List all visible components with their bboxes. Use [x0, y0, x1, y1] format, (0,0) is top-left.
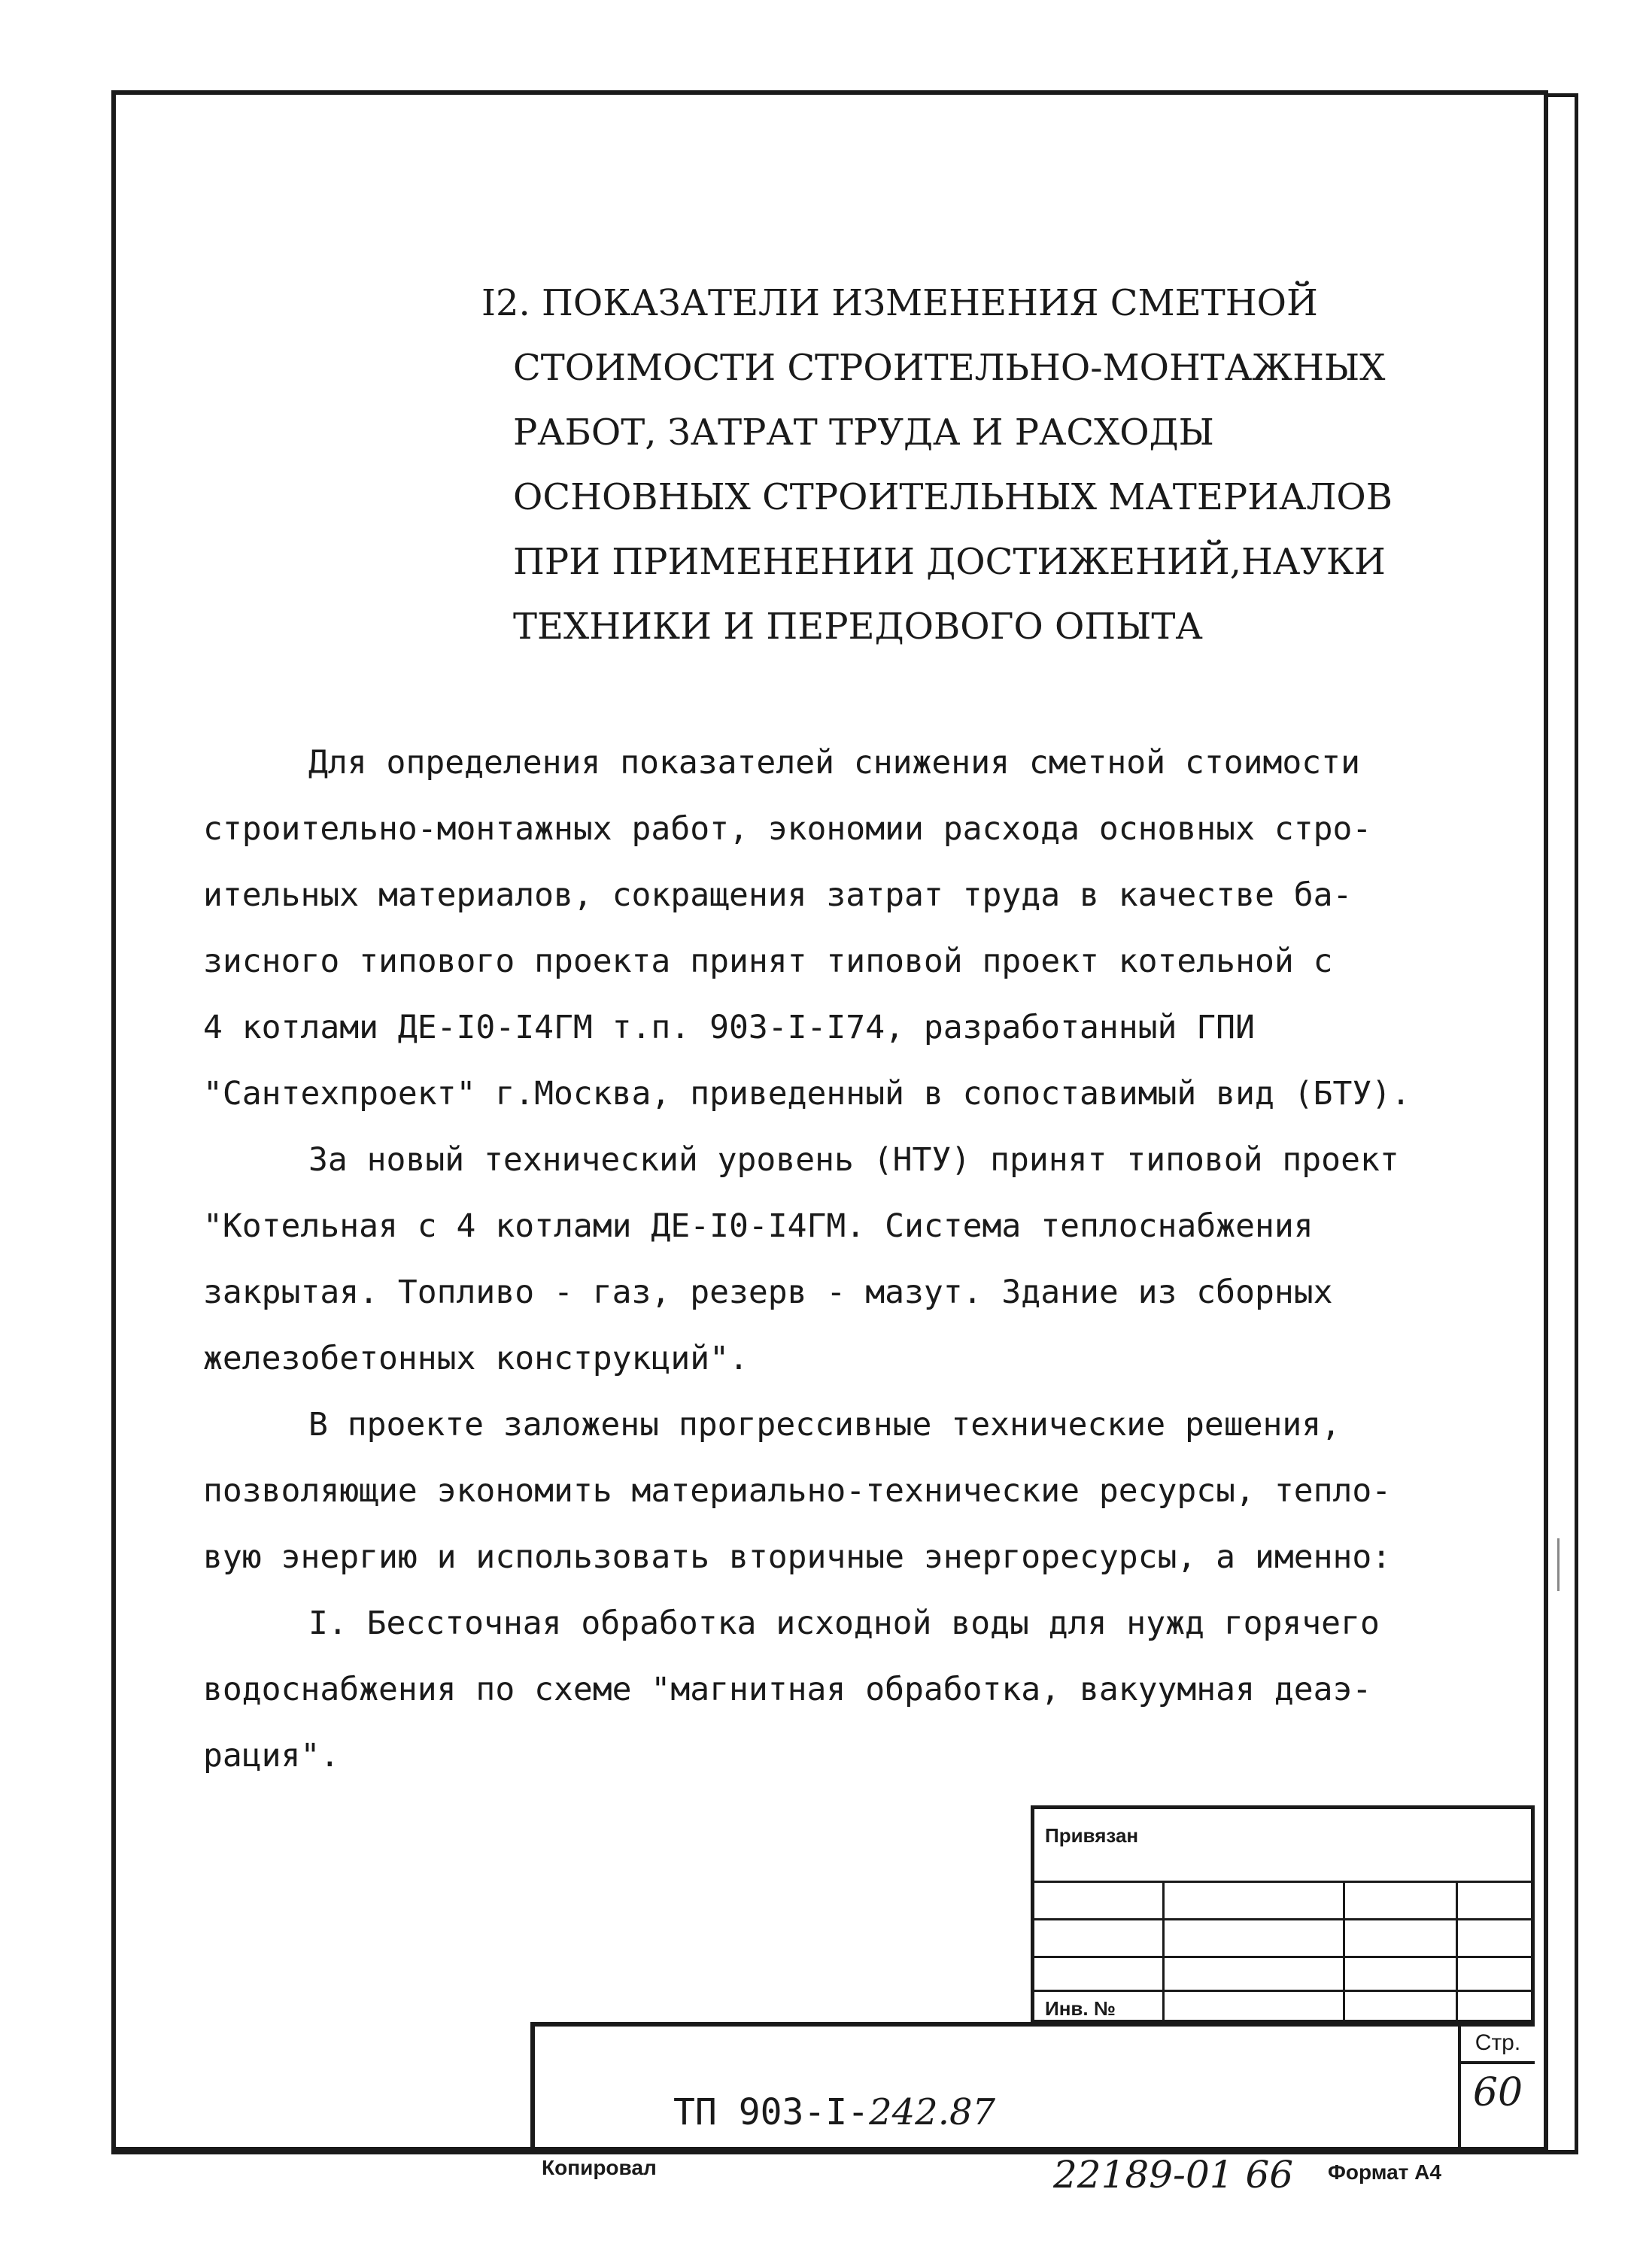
- bottom-frame-line: [111, 2150, 1578, 2154]
- format-label: Формат А4: [1328, 2160, 1441, 2184]
- body-line: строительно-монтажных работ, экономии расхода основных стро-: [203, 810, 1372, 848]
- attached-label: Привязан: [1045, 1824, 1139, 1847]
- stamp-divider: [1456, 1881, 1458, 2024]
- page-number: 60: [1472, 2070, 1523, 2115]
- body-line: "Сантехпроект" г.Москва, приведенный в сопоставимый вид (БТУ).: [203, 1075, 1411, 1113]
- stamp-divider: [1162, 1881, 1165, 2024]
- body-line: Для определения показателей снижения сметной стоимости: [308, 744, 1360, 782]
- page-label: Стр.: [1461, 2022, 1535, 2064]
- inventory-label: Инв. №: [1045, 1997, 1116, 2020]
- stamp-divider: [1034, 1956, 1535, 1958]
- body-line: зисного типового проекта принят типовой проект котельной с: [203, 943, 1333, 980]
- stamp-divider: [1034, 1918, 1535, 1920]
- stamp-divider: [1034, 1881, 1535, 1883]
- body-line: "Котельная с 4 котлами ДЕ-I0-I4ГМ. Система теплоснабжения: [203, 1207, 1314, 1245]
- body-line: I. Бессточная обработка исходной воды для нужд горячего: [308, 1605, 1380, 1642]
- body-line: рация".: [203, 1737, 340, 1775]
- title-line: ОСНОВНЫХ СТРОИТЕЛЬНЫХ МАТЕРИАЛОВ: [513, 476, 1393, 518]
- body-line: ительных материалов, сокращения затрат труда в качестве ба-: [203, 876, 1353, 914]
- body-line: закрытая. Топливо - газ, резерв - мазут. Здание из сборных: [203, 1274, 1333, 1311]
- binding-strip: [1548, 93, 1578, 2151]
- title-line: I2. ПОКАЗАТЕЛИ ИЗМЕНЕНИЯ СМЕТНОЙ: [481, 282, 1318, 324]
- body-line: 4 котлами ДЕ-I0-I4ГМ т.п. 903-I-I74, разработанный ГПИ: [203, 1009, 1255, 1046]
- archive-number: 22189-01 66: [1053, 2153, 1294, 2197]
- attachment-stamp: [1031, 1805, 1535, 2024]
- stamp-divider: [1034, 1990, 1535, 1992]
- body-line: вую энергию и использовать вторичные энергоресурсы, а именно:: [203, 1538, 1392, 1576]
- document-code: [673, 2091, 995, 2133]
- stamp-divider: [1343, 1881, 1345, 2024]
- document-code-handwritten: 242.87: [869, 2091, 996, 2133]
- title-line: ПРИ ПРИМЕНЕНИИ ДОСТИЖЕНИЙ,НАУКИ: [513, 541, 1386, 583]
- title-line: СТОИМОСТИ СТРОИТЕЛЬНО-МОНТАЖНЫХ: [513, 347, 1386, 389]
- body-line: позволяющие экономить материально-технические ресурсы, тепло-: [203, 1472, 1392, 1510]
- body-line: В проекте заложены прогрессивные технические решения,: [308, 1406, 1341, 1444]
- title-line: ТЕХНИКИ И ПЕРЕДОВОГО ОПЫТА: [513, 606, 1203, 648]
- copied-by-label: Копировал: [542, 2156, 657, 2179]
- title-line: РАБОТ, ЗАТРАТ ТРУДА И РАСХОДЫ: [513, 411, 1214, 454]
- body-line: водоснабжения по схеме "магнитная обработка, вакуумная деаэ-: [203, 1671, 1372, 1708]
- section-title: [481, 271, 1393, 659]
- page-number-cell: [1458, 2022, 1535, 2151]
- body-line: За новый технический уровень (НТУ) принят типовой проект: [308, 1141, 1399, 1179]
- body-line: железобетонных конструкций".: [203, 1340, 749, 1377]
- body-text: [203, 730, 1482, 1789]
- document-code-printed: ТП 903-I-: [673, 2091, 870, 2133]
- margin-mark: [1557, 1538, 1560, 1591]
